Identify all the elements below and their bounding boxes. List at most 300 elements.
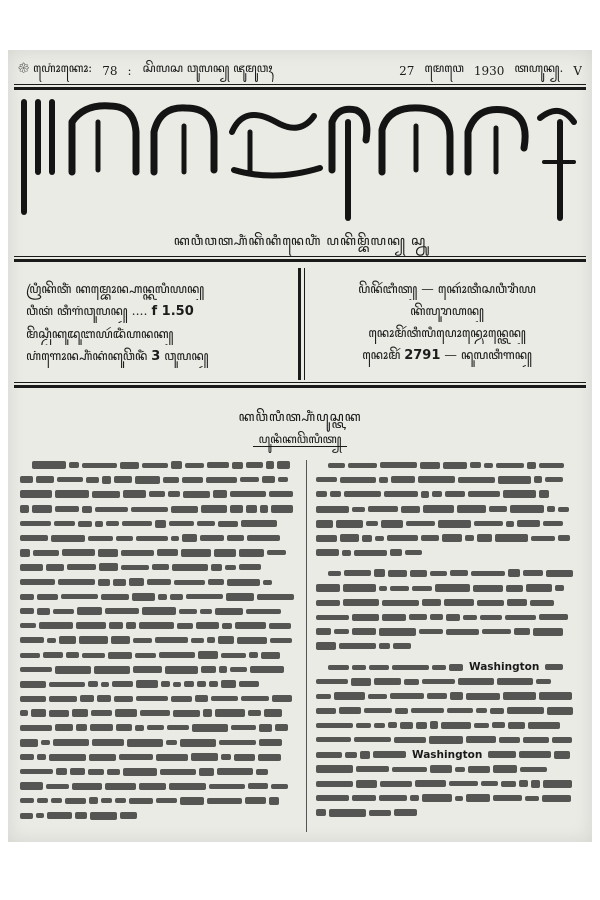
text-line [20, 648, 298, 663]
glyph-word [501, 781, 516, 787]
glyph-word [259, 739, 282, 746]
subscription-months: 3 [151, 349, 161, 364]
glyph-word [334, 692, 365, 700]
glyph-word [354, 737, 391, 742]
glyph-word [382, 614, 406, 621]
text-line [20, 692, 298, 707]
glyph-word [95, 521, 103, 527]
glyph-word [247, 535, 280, 541]
glyph-word [269, 797, 279, 805]
glyph-word [476, 708, 487, 713]
glyph-word [418, 476, 455, 483]
glyph-word [488, 751, 516, 758]
glyph-word [379, 586, 387, 591]
text-line [316, 502, 584, 517]
glyph-word [410, 570, 427, 577]
glyph-word [259, 724, 272, 732]
glyph-word [415, 780, 446, 787]
glyph-word [136, 536, 168, 541]
glyph-word [523, 570, 543, 576]
glyph-word [340, 534, 359, 542]
glyph-word [328, 665, 349, 670]
glyph-word [458, 477, 495, 483]
subscription-box [18, 268, 298, 380]
glyph-word [32, 505, 52, 513]
glyph-word [531, 536, 555, 541]
glyph-word [155, 637, 188, 643]
glyph-word [142, 607, 176, 615]
glyph-word [20, 798, 34, 803]
glyph-word [182, 477, 203, 483]
glyph-word [239, 681, 259, 687]
text-line [316, 806, 584, 821]
glyph-word [169, 783, 206, 790]
glyph-word [369, 810, 391, 816]
glyph-word [442, 534, 462, 542]
glyph-word [171, 536, 179, 541]
glyph-word [58, 579, 95, 585]
glyph-word [72, 709, 88, 717]
glyph-word [59, 636, 76, 644]
article-column-right [316, 458, 584, 838]
glyph-word [133, 638, 152, 643]
glyph-word [147, 725, 164, 730]
glyph-word [69, 462, 79, 468]
glyph-word [200, 535, 224, 541]
glyph-word [192, 724, 228, 732]
glyph-word [256, 769, 268, 775]
text-line [20, 662, 298, 677]
glyph-word [339, 707, 361, 714]
glyph-word [543, 521, 563, 526]
top-rule-thick [14, 87, 586, 90]
glyph-word [179, 609, 197, 614]
glyph-word [201, 666, 216, 673]
glyph-word [49, 754, 86, 761]
glyph-word [80, 695, 94, 702]
glyph-word [375, 536, 384, 541]
glyph-word [222, 623, 232, 629]
glyph-word [429, 736, 463, 744]
glyph-word [480, 615, 502, 620]
glyph-word [360, 751, 370, 759]
text-line [20, 487, 298, 502]
glyph-word [526, 584, 552, 592]
text-line [316, 639, 584, 654]
glyph-word [316, 600, 340, 606]
glyph-word [89, 797, 98, 804]
subscription-line-1: ꦥꦿꦶꦏꦼꦠꦶꦁ ꦏꦩ꧀ꦧꦺꦴꦤ꧀ꦲꦤ꧀ꦏꦭꦶꦪꦤ꧀ [26, 281, 205, 296]
glyph-word [239, 549, 264, 557]
glyph-word [545, 664, 563, 670]
glyph-word [147, 579, 171, 585]
glyph-word [49, 710, 69, 717]
glyph-word [114, 696, 133, 702]
text-line [20, 677, 298, 692]
glyph-word [449, 664, 463, 671]
text-line [20, 516, 298, 531]
glyph-word [123, 490, 146, 498]
glyph-word [109, 622, 123, 629]
glyph-word [94, 666, 130, 674]
glyph-word [20, 769, 53, 774]
glyph-word [160, 769, 196, 775]
glyph-word [555, 585, 564, 591]
glyph-word [203, 709, 212, 717]
text-line [316, 776, 584, 791]
text-line [20, 750, 298, 765]
glyph-word [446, 614, 460, 621]
glyph-word [438, 520, 471, 528]
glyph-word [20, 594, 34, 600]
glyph-word [441, 722, 471, 729]
glyph-word [99, 563, 118, 571]
glyph-word [234, 754, 255, 761]
glyph-word [457, 505, 486, 513]
glyph-word [271, 505, 293, 513]
glyph-word [183, 491, 210, 498]
glyph-word [159, 652, 195, 658]
glyph-word [316, 752, 342, 758]
glyph-word [169, 521, 194, 526]
glyph-word [410, 795, 419, 801]
glyph-word [37, 608, 50, 615]
glyph-word [82, 653, 105, 658]
glyph-word [364, 708, 392, 713]
glyph-word [421, 535, 439, 541]
glyph-word [262, 476, 275, 483]
article-subtitle: ꦥꦸꦤꦶꦏꦮꦼꦭꦶꦠ꧀ [8, 430, 592, 454]
glyph-word [227, 579, 260, 586]
glyph-word [116, 536, 133, 541]
glyph-word [208, 579, 224, 585]
article-column-left [20, 458, 298, 838]
glyph-word [207, 637, 215, 643]
text-line [20, 706, 298, 721]
glyph-word [182, 534, 197, 542]
glyph-word [191, 638, 204, 643]
glyph-word [497, 678, 533, 685]
glyph-word [443, 462, 467, 469]
glyph-word [46, 784, 69, 789]
glyph-word [344, 570, 371, 576]
glyph-word [191, 753, 218, 761]
glyph-word [157, 549, 178, 556]
glyph-word [20, 653, 40, 658]
text-line [316, 581, 584, 596]
glyph-word [219, 666, 227, 673]
glyph-word [198, 651, 218, 659]
latin-word: Washington [412, 748, 483, 761]
glyph-word [186, 594, 223, 599]
glyph-word [404, 679, 419, 685]
glyph-word [328, 571, 341, 576]
glyph-word [525, 796, 539, 801]
glyph-word [514, 628, 530, 635]
glyph-word [430, 571, 447, 576]
glyph-word [246, 609, 281, 614]
glyph-word [20, 579, 55, 585]
glyph-word [230, 667, 247, 672]
glyph-word [72, 783, 102, 790]
glyph-word [356, 780, 377, 788]
glyph-word [132, 593, 155, 601]
glyph-word [266, 461, 274, 469]
glyph-word [115, 709, 137, 717]
text-line [20, 779, 298, 794]
glyph-word [214, 549, 236, 557]
glyph-word [127, 739, 163, 747]
glyph-word [206, 477, 237, 483]
glyph-word [123, 768, 157, 776]
glyph-word [49, 682, 85, 687]
glyph-word [55, 490, 89, 498]
glyph-word [173, 710, 200, 717]
glyph-word [446, 629, 479, 635]
glyph-word [47, 638, 56, 643]
glyph-word [382, 600, 419, 606]
glyph-word [539, 490, 549, 498]
glyph-word [334, 629, 349, 634]
glyph-word [70, 768, 85, 775]
glyph-word [534, 476, 542, 483]
glyph-word [328, 463, 345, 468]
glyph-word [374, 678, 401, 685]
glyph-word [558, 535, 570, 541]
glyph-word [507, 599, 527, 606]
glyph-word [463, 615, 477, 620]
glyph-word [249, 652, 258, 658]
glyph-word [316, 694, 331, 699]
glyph-word [520, 767, 547, 772]
glyph-word [260, 505, 268, 513]
glyph-word [166, 740, 177, 745]
glyph-word [171, 461, 182, 469]
publisher-line-2: ꦏꦼꦭꦸꦫꦲꦤ꧀ [410, 303, 484, 318]
glyph-word [37, 798, 48, 803]
glyph-word [75, 812, 87, 819]
glyph-word [362, 535, 372, 542]
glyph-word [221, 680, 236, 688]
text-line [20, 764, 298, 779]
issue-line [18, 60, 582, 82]
glyph-word [539, 692, 572, 700]
glyph-word [43, 652, 63, 658]
glyph-word [345, 752, 357, 758]
glyph-word [239, 564, 261, 570]
glyph-word [422, 599, 441, 606]
glyph-word [120, 462, 139, 469]
glyph-word [91, 710, 112, 716]
issue-separator: : [127, 64, 133, 78]
glyph-word [547, 707, 573, 715]
top-rule-thin [14, 84, 586, 85]
glyph-word [55, 724, 73, 731]
glyph-word [508, 569, 520, 577]
glyph-word [435, 584, 470, 592]
glyph-word [503, 692, 536, 700]
glyph-word [547, 506, 555, 512]
text-line [20, 619, 298, 634]
glyph-word [241, 696, 269, 701]
glyph-word [368, 506, 398, 512]
text-line [316, 531, 584, 546]
glyph-word [316, 765, 353, 773]
glyph-word [449, 781, 478, 786]
glyph-word [32, 461, 66, 469]
glyph-word [106, 521, 119, 526]
glyph-word [20, 710, 28, 716]
glyph-word [352, 665, 366, 670]
glyph-word [246, 505, 257, 513]
glyph-word [269, 491, 293, 497]
glyph-word [218, 636, 234, 644]
glyph-word [37, 754, 46, 760]
glyph-word [490, 708, 504, 714]
glyph-word [88, 769, 104, 775]
glyph-word [62, 549, 95, 556]
glyph-word [133, 666, 162, 673]
glyph-word [411, 708, 444, 713]
glyph-word [381, 520, 403, 528]
text-line [316, 791, 584, 806]
glyph-word [37, 594, 58, 600]
tagline-rule-thick [14, 259, 586, 262]
glyph-word [246, 462, 263, 468]
glyph-word [498, 476, 531, 484]
glyph-word [493, 795, 522, 801]
glyph-word [352, 795, 376, 801]
glyph-word [184, 681, 194, 687]
text-line [316, 674, 584, 689]
article-title: ꦏꦮꦼꦭꦶꦠ꧀ꦲꦶꦁꦥꦸꦱ꧀ꦠꦏ [238, 410, 362, 425]
glyph-word [114, 476, 132, 483]
glyph-word [20, 549, 30, 557]
glyph-word [51, 798, 62, 803]
glyph-word [66, 652, 79, 658]
glyph-word [336, 520, 363, 528]
glyph-word [219, 740, 256, 745]
glyph-word [47, 812, 72, 819]
glyph-word [395, 708, 408, 714]
glyph-word [316, 642, 336, 650]
glyph-word [20, 608, 34, 614]
glyph-word [470, 462, 481, 468]
glyph-word [121, 550, 154, 556]
glyph-word [215, 709, 245, 717]
glyph-word [57, 477, 83, 482]
glyph-word [536, 679, 551, 684]
glyph-word [174, 580, 205, 585]
glyph-word [20, 739, 38, 747]
glyph-word [352, 614, 379, 621]
glyph-word [539, 614, 568, 620]
text-line [20, 473, 298, 488]
glyph-word [172, 564, 208, 571]
text-line [316, 458, 584, 473]
glyph-word [225, 565, 236, 570]
text-line [20, 633, 298, 648]
glyph-word [36, 813, 44, 818]
glyph-word [445, 491, 465, 497]
glyph-word [356, 766, 389, 772]
glyph-word [528, 722, 560, 729]
glyph-word [135, 476, 160, 484]
glyph-word [510, 505, 544, 513]
glyph-word [527, 462, 536, 469]
glyph-word [170, 594, 183, 600]
glyph-word [466, 794, 490, 802]
glyph-word [82, 463, 117, 468]
glyph-word [78, 521, 92, 527]
glyph-word [489, 506, 507, 512]
text-line [316, 487, 584, 502]
glyph-word [466, 693, 500, 700]
glyph-word [171, 696, 192, 702]
glyph-word [542, 795, 571, 802]
glyph-word [264, 709, 282, 717]
glyph-word [200, 609, 212, 614]
glyph-word [387, 535, 418, 541]
glyph-word [258, 754, 281, 761]
glyph-word [55, 506, 79, 512]
glyph-word [20, 564, 43, 571]
text-line [20, 794, 298, 809]
subscription-price-row: ꦮꦶꦠꦁ ꦠꦶꦒꦁꦮꦸꦭꦤ꧀ .... f 1.50 [26, 303, 194, 319]
glyph-word [31, 709, 46, 717]
glyph-word [523, 737, 549, 743]
glyph-word [20, 637, 44, 643]
glyph-word [394, 737, 426, 743]
glyph-word [231, 725, 256, 730]
glyph-word [167, 725, 189, 730]
glyph-word [119, 754, 153, 760]
glyph-word [344, 491, 381, 497]
glyph-word [54, 521, 75, 526]
glyph-word [392, 665, 429, 670]
glyph-word [507, 707, 544, 714]
glyph-word [135, 725, 144, 731]
issue-number: 78 [102, 64, 118, 78]
subscription-price: f 1.50 [151, 304, 194, 319]
glyph-word [455, 767, 465, 772]
glyph-word [20, 505, 29, 513]
glyph-word [380, 462, 417, 468]
glyph-word [209, 681, 218, 687]
glyph-word [316, 549, 339, 556]
tagline-rule-thin [14, 256, 586, 257]
glyph-word [142, 463, 168, 468]
glyph-word [149, 491, 165, 497]
text-line [316, 718, 584, 733]
glyph-word [430, 721, 438, 729]
glyph-word [152, 564, 169, 570]
glyph-word [221, 653, 246, 658]
issue-year-label: ꦠꦲꦸꦤ꧀. [514, 61, 564, 75]
glyph-word [227, 535, 244, 541]
glyph-word [136, 696, 168, 701]
glyph-word [86, 477, 99, 483]
glyph-word [394, 809, 417, 816]
info-divider [298, 268, 305, 380]
masthead-logo [14, 92, 586, 222]
glyph-word [422, 794, 452, 802]
glyph-word [76, 622, 106, 629]
glyph-word [207, 462, 229, 468]
glyph-word [173, 682, 181, 687]
glyph-word [272, 695, 292, 702]
glyph-word [423, 505, 454, 513]
